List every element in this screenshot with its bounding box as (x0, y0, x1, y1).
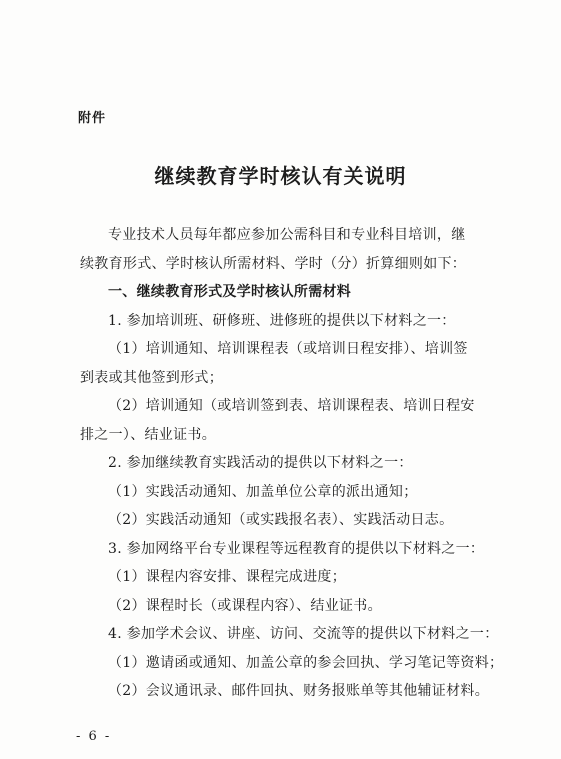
page-number: - 6 - (76, 729, 112, 744)
section-heading: 一、继续教育形式及学时核认所需材料 (108, 284, 352, 300)
document-title: 继续教育学时核认有关说明 (154, 164, 407, 188)
paragraph-line: 到表或其他签到形式； (80, 369, 223, 386)
list-item: （1）实践活动通知、加盖单位公章的派出通知； (108, 483, 418, 500)
list-item: （1）邀请函或通知、加盖公章的参会回执、学习笔记等资料； (108, 654, 504, 671)
attachment-label: 附件 (78, 111, 107, 126)
list-item: （1）课程内容安排、课程完成进度； (108, 569, 347, 585)
paragraph-line: 排之一）、结业证书。 (80, 426, 216, 443)
list-item: （2）会议通讯录、邮件回执、财务报账单等其他辅证材料。 (108, 683, 490, 699)
paragraph-line: 专业技术人员每年都应参加公需科目和专业科目培训，继 (108, 227, 466, 243)
document-body (80, 221, 504, 706)
list-item: 4. 参加学术会议、讲座、访问、交流等的提供以下材料之一： (108, 626, 499, 642)
list-item: （1）培训通知、培训课程表（或培训日程安排）、培训签 (108, 341, 468, 357)
paragraph-line: 续教育形式、学时核认所需材料、学时（分）折算细则如下： (80, 255, 467, 272)
list-item: （2）实践活动通知（或实践报名表）、实践活动日志。 (108, 512, 454, 528)
list-item: （2）课程时长（或课程内容）、结业证书。 (108, 597, 382, 614)
list-item: （2）培训通知（或培训签到表、培训课程表、培训日程安 (108, 398, 475, 414)
list-item: 1. 参加培训班、研修班、进修班的提供以下材料之一： (108, 312, 456, 329)
list-item: 3. 参加网络平台专业课程等远程教育的提供以下材料之一： (108, 540, 485, 557)
list-item: 2. 参加继续教育实践活动的提供以下材料之一： (108, 455, 413, 471)
